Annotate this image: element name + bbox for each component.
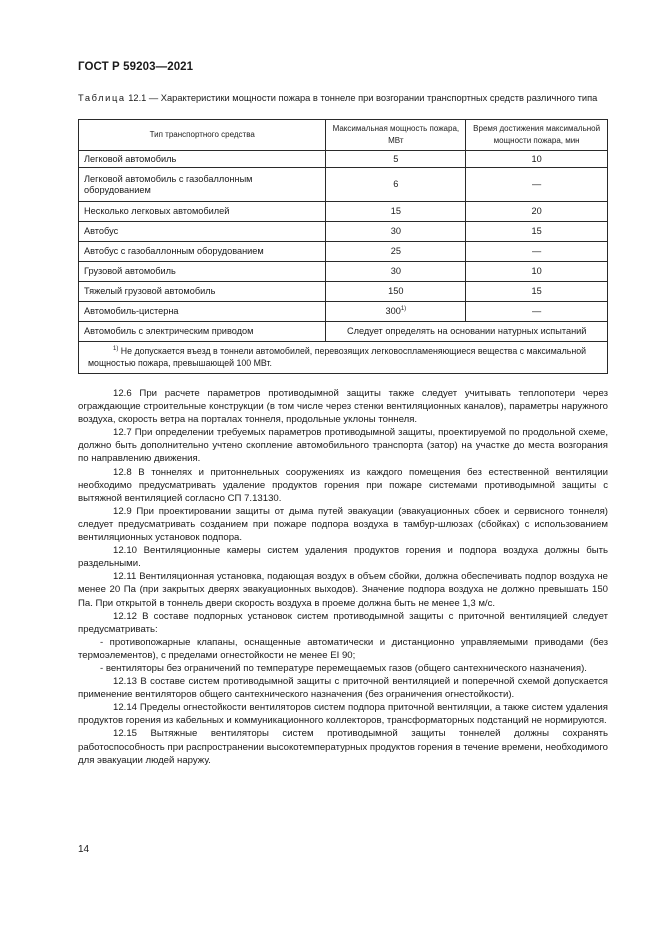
paragraph-12-6: 12.6 При расчете параметров противодымной защиты также следует учитывать теплопотери через ограждающие строительные конструкции (в том числе через стенки вентиляционных каналов), параметры наружного воздуха, скорость ветра на порталах тоннеля, продольные уклоны тоннеля. (78, 388, 608, 426)
cell-power: 30 (326, 222, 466, 242)
list-item-fans: - вентиляторы без ограничений по температуре перемещаемых газов (общего сантехнического назначения). (100, 662, 587, 674)
table-footnote-row (79, 342, 608, 374)
table-row (79, 242, 608, 262)
cell-time: 10 (466, 262, 608, 282)
table-header-row (79, 120, 608, 151)
cell-power-value: 300 (385, 306, 401, 316)
paragraph-12-14: 12.14 Пределы огнестойкости вентиляторов систем подпора приточной вентиляции, а также систем удаления продуктов горения из кабельных и коммуникационного коллекторов, трансформаторных подстанций не нормируются. (78, 702, 608, 727)
paragraph-12-15: 12.15 Вытяжные вентиляторы систем противодымной защиты тоннелей должны сохранять работоспособность при распространении высокотемпературных продуктов горения в течение времени, необходимого для эвакуации людей наружу. (78, 728, 608, 766)
table-row (79, 262, 608, 282)
cell-time: — (466, 242, 608, 262)
cell-type: Автобус с газобаллонным оборудованием (79, 242, 326, 262)
table-row (79, 302, 608, 322)
table-caption-text: 12.1 — Характеристики мощности пожара в тоннеле при возгорании транспортных средств различного типа (125, 93, 598, 103)
document-header: ГОСТ Р 59203—2021 (78, 61, 194, 73)
table-footnote (79, 342, 608, 374)
cell-power: 6 (326, 168, 466, 202)
footnote-text: Не допускается въезд в тоннели автомобилей, перевозящих легковоспламеняющиеся вещества с максимальной мощностью пожара, превышающей 100 МВт. (88, 346, 587, 368)
cell-time: 15 (466, 222, 608, 242)
cell-power: 30 (326, 262, 466, 282)
cell-type: Легковой автомобиль с газобаллонным оборудованием (79, 168, 326, 202)
cell-type: Грузовой автомобиль (79, 262, 326, 282)
cell-type: Тяжелый грузовой автомобиль (79, 282, 326, 302)
column-header-power: Максимальная мощность пожара, МВт (326, 120, 466, 151)
cell-power: 25 (326, 242, 466, 262)
table-caption-word: Таблица (78, 93, 126, 103)
cell-power: 150 (326, 282, 466, 302)
paragraph-12-9: 12.9 При проектировании защиты от дыма путей эвакуации (эвакуационных сбоек и сервисного тоннеля) следует предусматривать созданием при пожаре подпора воздуха в тамбур-шлюзах (сбойках) с использованием вентиляционных установок подпора. (78, 505, 608, 544)
body-text (78, 387, 608, 767)
cell-type: Автобус (79, 222, 326, 242)
table-row (79, 322, 608, 342)
footnote-mark: 1) (113, 346, 119, 353)
cell-time: 20 (466, 202, 608, 222)
paragraph-12-12: 12.12 В составе подпорных установок систем противодымной защиты с приточной вентиляцией следует предусматривать: (78, 610, 608, 635)
cell-time: — (466, 168, 608, 202)
page-number: 14 (78, 844, 90, 855)
paragraph-12-7: 12.7 При определении требуемых параметров противодымной защиты, проектируемой по продольной схеме, должно быть дополнительно учтено скопление автомобильного транспорта (затор) на участке до места возгорания по направлению движения. (78, 427, 608, 465)
cell-type: Несколько легковых автомобилей (79, 202, 326, 222)
fire-power-table (78, 119, 608, 374)
table-row (79, 222, 608, 242)
footnote-ref: 1) (400, 305, 407, 312)
cell-merged-note: Следует определять на основании натурных испытаний (326, 322, 608, 342)
column-header-time: Время достижения максимальной мощности пожара, мин (466, 120, 608, 151)
cell-type: Автомобиль с электрическим приводом (79, 322, 326, 342)
cell-type: Автомобиль-цистерна (79, 302, 326, 322)
paragraph-12-13: 12.13 В составе систем противодымной защиты с приточной вентиляцией и поперечной схемой допускается применение вентиляторов общего сантехнического назначения (без ограничения огнестойкости). (78, 676, 608, 701)
list-item-valves: - противопожарные клапаны, оснащенные автоматически и дистанционно управляемыми приводами (без термоэлементов), с пределами огнестойкости не менее EI 90; (78, 636, 608, 661)
table-row (79, 151, 608, 168)
column-header-type: Тип транспортного средства (79, 120, 326, 151)
cell-power: 5 (326, 151, 466, 168)
cell-power (326, 302, 466, 322)
paragraph-12-8: 12.8 В тоннелях и притоннельных сооружениях из каждого помещения без естественной вентиляции необходимо предусматривать удаление продуктов горения при пожаре системами противодымной защиты с вытяжной вентиляцией согласно СП 7.13130. (78, 466, 608, 504)
cell-time: 15 (466, 282, 608, 302)
cell-power: 15 (326, 202, 466, 222)
cell-time: — (466, 302, 608, 322)
paragraph-12-10: 12.10 Вентиляционные камеры систем удаления продуктов горения и подпора воздуха должны быть раздельными. (78, 545, 608, 570)
cell-time: 10 (466, 151, 608, 168)
table-row (79, 202, 608, 222)
table-caption (78, 93, 608, 105)
table-row (79, 168, 608, 202)
table-row (79, 282, 608, 302)
cell-type: Легковой автомобиль (79, 151, 326, 168)
paragraph-12-11: 12.11 Вентиляционная установка, подающая воздух в объем сбойки, должна обеспечивать подпор воздуха не менее 20 Па (при закрытых дверях эвакуационных выходов). Значение подпора воздуха не должно превышать 150 Па. При открытой в тоннель двери скорость воздуха в проеме должна быть не менее 1,3 м/с. (78, 571, 608, 609)
